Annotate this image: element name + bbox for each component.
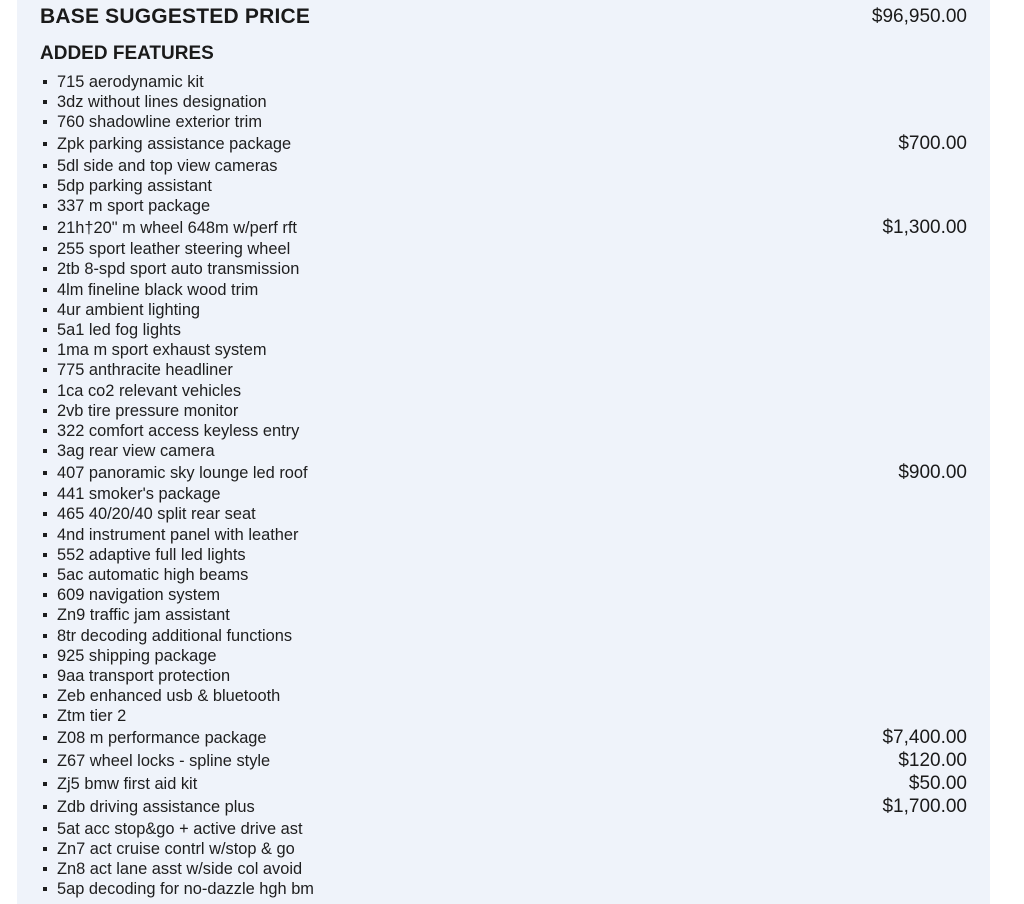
added-features-heading: ADDED FEATURES [40,43,214,64]
bullet-icon [43,533,47,537]
feature-item [43,626,292,646]
feature-label: Ztm tier 2 [57,707,127,726]
feature-row [43,216,967,239]
bullet-icon [43,805,47,809]
feature-row [43,421,967,441]
feature-row [43,666,967,686]
feature-price: $120.00 [898,749,967,771]
feature-label: 1ca co2 relevant vehicles [57,381,242,400]
feature-item [43,176,212,196]
feature-item [43,401,238,421]
bullet-icon [43,887,47,891]
feature-price: $900.00 [898,461,967,483]
feature-item [43,360,233,380]
feature-label: 775 anthracite headliner [57,361,233,380]
feature-item [43,92,267,112]
feature-label: Z08 m performance package [57,728,267,747]
feature-label: Zeb enhanced usb & bluetooth [57,687,281,706]
feature-item [43,196,210,216]
feature-row [43,749,967,772]
base-price-value: $96,950.00 [871,6,967,27]
feature-row [43,484,967,504]
feature-row [43,525,967,545]
feature-item [43,72,204,92]
feature-item [43,797,255,817]
feature-label: 21h†20" m wheel 648m w/perf rft [57,218,297,237]
bullet-icon [43,512,47,516]
feature-label: 2tb 8-spd sport auto transmission [57,260,300,279]
feature-item [43,156,277,176]
feature-row [43,280,967,300]
feature-label: 255 sport leather steering wheel [57,240,291,259]
feature-label: 322 comfort access keyless entry [57,421,300,440]
feature-label: 552 adaptive full led lights [57,545,246,564]
feature-row [43,646,967,666]
feature-item [43,585,220,605]
feature-label: 4ur ambient lighting [57,300,201,319]
bullet-icon [43,449,47,453]
bullet-icon [43,736,47,740]
bullet-icon [43,348,47,352]
feature-row [43,196,967,216]
feature-label: 925 shipping package [57,646,217,665]
feature-item [43,320,181,340]
feature-label: 5dp parking assistant [57,176,212,195]
feature-label: 760 shadowline exterior trim [57,113,262,132]
feature-label: Zn9 traffic jam assistant [57,606,230,625]
feature-label: 9aa transport protection [57,666,231,685]
feature-item [43,525,298,545]
feature-item [43,218,297,238]
feature-item [43,300,200,320]
bullet-icon [43,847,47,851]
feature-label: 5a1 led fog lights [57,320,181,339]
feature-label: 337 m sport package [57,197,211,216]
feature-row [43,156,967,176]
feature-label: 465 40/20/40 split rear seat [57,505,256,524]
feature-row [43,176,967,196]
feature-row [43,461,967,484]
bullet-icon [43,674,47,678]
bullet-icon [43,308,47,312]
bullet-icon [43,714,47,718]
feature-item [43,280,258,300]
feature-label: 5ap decoding for no-dazzle hgh bm [57,880,314,899]
bullet-icon [43,368,47,372]
feature-row [43,133,967,156]
bullet-icon [43,759,47,763]
feature-item [43,859,302,879]
feature-row [43,320,967,340]
feature-item [43,484,220,504]
feature-row [43,239,967,259]
feature-item [43,774,197,794]
feature-label: 5dl side and top view cameras [57,156,278,175]
feature-row [43,605,967,625]
feature-item [43,666,230,686]
feature-label: 5at acc stop&go + active drive ast [57,819,303,838]
bullet-icon [43,694,47,698]
feature-row [43,818,967,838]
feature-row [43,795,967,818]
feature-label: Zn8 act lane asst w/side col avoid [57,859,303,878]
feature-row [43,401,967,421]
bullet-icon [43,389,47,393]
feature-label: 609 navigation system [57,586,221,605]
feature-item [43,441,215,461]
feature-item [43,504,256,524]
feature-label: 407 panoramic sky lounge led roof [57,463,308,482]
feature-item [43,259,299,279]
feature-item [43,565,248,585]
bullet-icon [43,80,47,84]
bullet-icon [43,247,47,251]
feature-label: Zpk parking assistance package [57,135,292,154]
feature-label: Z67 wheel locks - spline style [57,751,271,770]
feature-row [43,726,967,749]
bullet-icon [43,492,47,496]
feature-row [43,504,967,524]
feature-item [43,421,299,441]
bullet-icon [43,204,47,208]
feature-price: $700.00 [898,133,967,155]
feature-row [43,565,967,585]
feature-item [43,751,270,771]
feature-label: 5ac automatic high beams [57,566,249,585]
feature-row [43,585,967,605]
feature-row [43,380,967,400]
feature-item [43,819,303,839]
feature-row [43,706,967,726]
feature-price: $50.00 [908,772,967,794]
feature-row [43,626,967,646]
bullet-icon [43,184,47,188]
bullet-icon [43,782,47,786]
feature-item [43,728,267,748]
feature-row [43,360,967,380]
feature-label: 2vb tire pressure monitor [57,401,239,420]
base-price-label: BASE SUGGESTED PRICE [40,5,311,28]
feature-row [43,92,967,112]
feature-item [43,646,216,666]
feature-label: 4nd instrument panel with leather [57,525,299,544]
feature-item [43,463,308,483]
bullet-icon [43,328,47,332]
feature-row [43,72,967,92]
feature-price: $1,700.00 [882,795,967,817]
bullet-icon [43,613,47,617]
feature-label: 441 smoker's package [57,485,221,504]
feature-row [43,859,967,879]
bullet-icon [43,827,47,831]
feature-row [43,772,967,795]
feature-row [43,686,967,706]
feature-item [43,239,290,259]
bullet-icon [43,553,47,557]
feature-row [43,340,967,360]
bullet-icon [43,867,47,871]
bullet-icon [43,654,47,658]
feature-label: Zn7 act cruise contrl w/stop & go [57,839,295,858]
feature-item [43,381,241,401]
feature-label: 8tr decoding additional functions [57,626,293,645]
bullet-icon [43,471,47,475]
bullet-icon [43,100,47,104]
features-list [43,72,967,899]
feature-label: 4lm fineline black wood trim [57,280,259,299]
feature-item [43,134,291,154]
feature-item [43,686,280,706]
feature-row [43,839,967,859]
bullet-icon [43,288,47,292]
feature-price: $1,300.00 [882,216,967,238]
feature-item [43,879,314,899]
feature-row [43,259,967,279]
feature-row [43,300,967,320]
feature-item [43,839,295,859]
bullet-icon [43,593,47,597]
feature-label: 715 aerodynamic kit [57,73,204,92]
feature-item [43,112,262,132]
feature-label: 3ag rear view camera [57,442,215,461]
bullet-icon [43,267,47,271]
bullet-icon [43,634,47,638]
feature-row [43,112,967,132]
bullet-icon [43,164,47,168]
feature-label: 3dz without lines designation [57,93,267,112]
feature-label: 1ma m sport exhaust system [57,341,267,360]
bullet-icon [43,429,47,433]
bullet-icon [43,409,47,413]
feature-label: Zj5 bmw first aid kit [57,774,198,793]
feature-label: Zdb driving assistance plus [57,797,255,816]
feature-item [43,545,246,565]
feature-item [43,605,230,625]
feature-price: $7,400.00 [882,726,967,748]
bullet-icon [43,120,47,124]
feature-item [43,340,267,360]
bullet-icon [43,573,47,577]
feature-row [43,545,967,565]
bullet-icon [43,226,47,230]
feature-row [43,441,967,461]
feature-item [43,706,126,726]
feature-row [43,879,967,899]
bullet-icon [43,142,47,146]
